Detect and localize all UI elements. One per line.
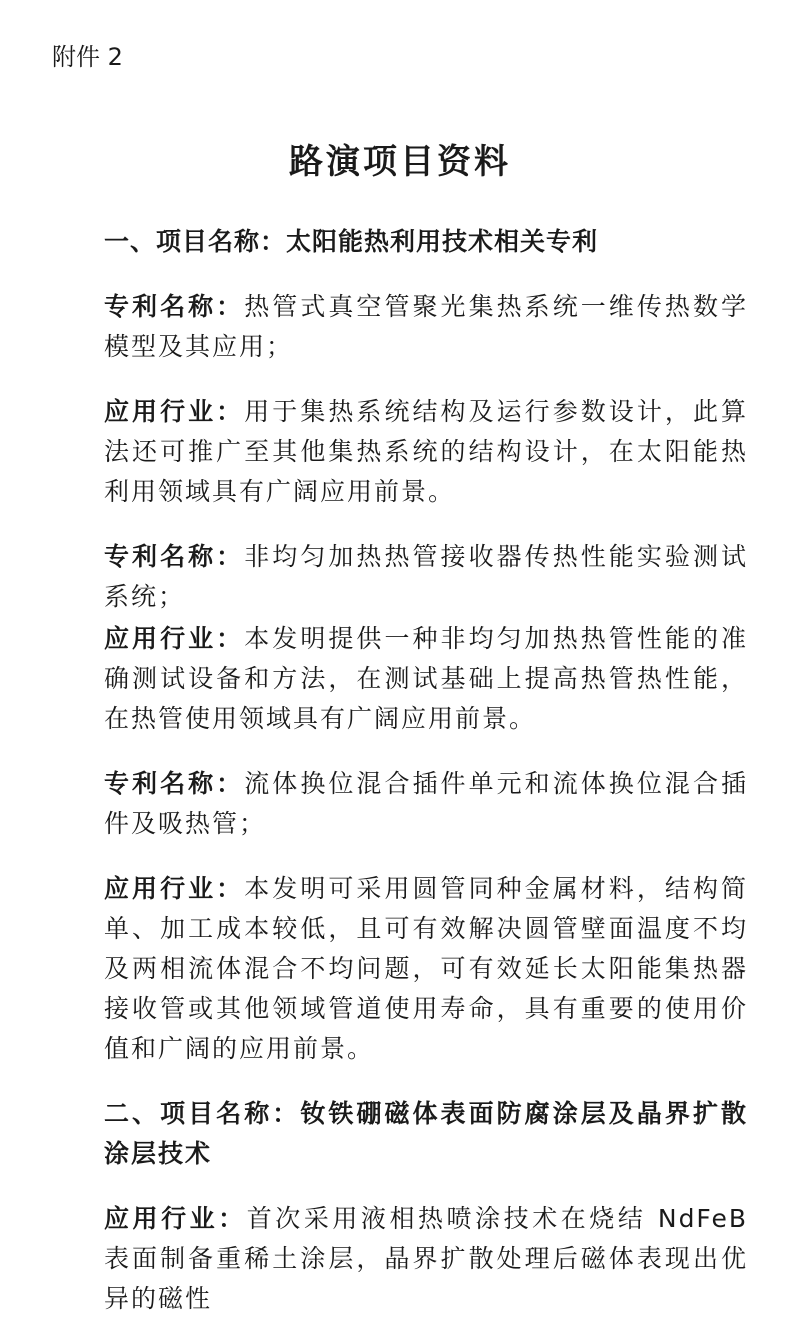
application-label: 应用行业：	[104, 397, 245, 426]
application-text: 本发明可采用圆管同种金属材料，结构简单、加工成本较低，且可有效解决圆管壁面温度不均及两相流体混合不均问题，可有效延长太阳能集热器接收管或其他领域管道使用寿命，具有重要的使用价值和广阔的应用前景。	[104, 874, 748, 1063]
patent1-application	[52, 392, 748, 512]
project2-application	[52, 1199, 748, 1319]
patent-name-text: 热管式真空管聚光集热系统一维传热数学模型及其应用；	[104, 292, 748, 361]
project2-heading-text: 二、项目名称：钕铁硼磁体表面防腐涂层及晶界扩散涂层技术	[104, 1099, 748, 1168]
patent-name-label: 专利名称：	[104, 292, 245, 321]
patent3-name	[52, 764, 748, 844]
project2-heading	[52, 1094, 748, 1174]
patent-name-text: 非均匀加热热管接收器传热性能实验测试系统；	[104, 542, 748, 611]
project1-heading: 一、项目名称：太阳能热利用技术相关专利	[104, 227, 599, 256]
patent1-name	[52, 287, 748, 367]
application-label: 应用行业：	[104, 624, 245, 653]
application-text: 本发明提供一种非均匀加热热管性能的准确测试设备和方法，在测试基础上提高热管热性能，在热管使用领域具有广阔应用前景。	[104, 624, 748, 733]
application-text: 首次采用液相热喷涂技术在烧结 NdFeB 表面制备重稀土涂层，晶界扩散处理后磁体表现出优异的磁性	[104, 1204, 748, 1313]
application-label: 应用行业：	[104, 874, 245, 903]
patent-name-label: 专利名称：	[104, 542, 245, 571]
attachment-label: 附件 2	[52, 43, 123, 71]
application-text: 用于集热系统结构及运行参数设计，此算法还可推广至其他集热系统的结构设计，在太阳能热利用领域具有广阔应用前景。	[104, 397, 748, 506]
patent2-application	[52, 619, 748, 739]
patent-name-label: 专利名称：	[104, 769, 245, 798]
patent2-name	[52, 537, 748, 617]
page-title: 路演项目资料	[289, 142, 511, 182]
patent3-application	[52, 869, 748, 1069]
patent-name-text: 流体换位混合插件单元和流体换位混合插件及吸热管；	[104, 769, 748, 838]
document-body	[52, 222, 748, 1319]
application-label: 应用行业：	[104, 1204, 247, 1233]
